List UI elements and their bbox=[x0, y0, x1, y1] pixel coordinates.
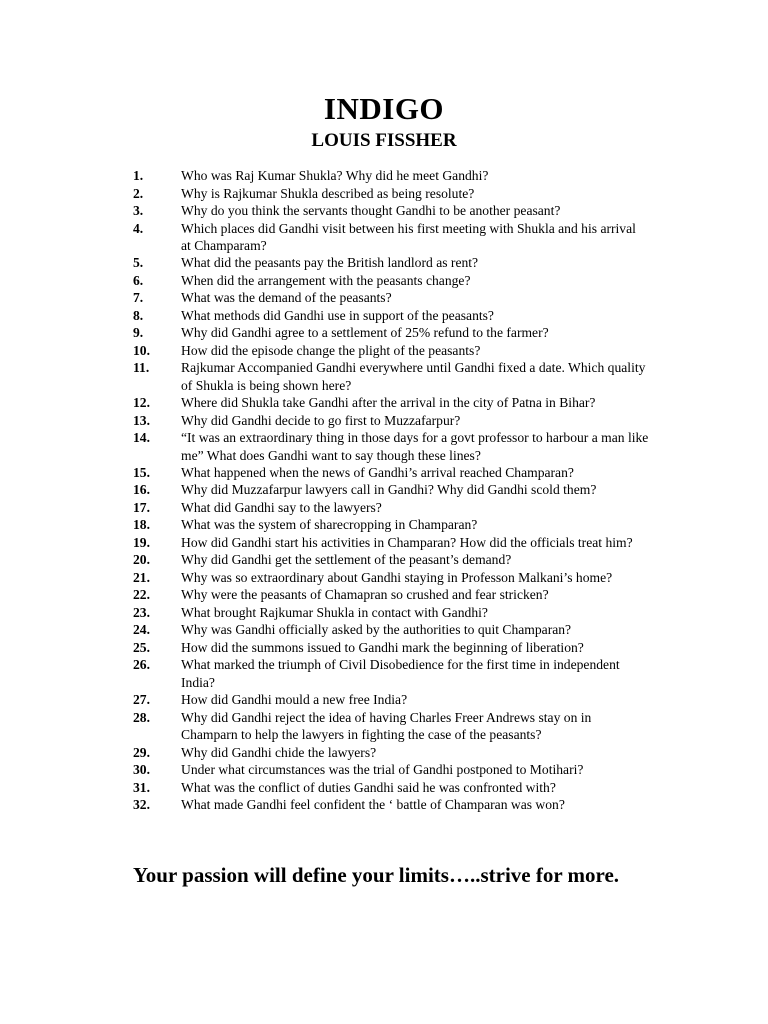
question-number: 30. bbox=[133, 762, 150, 778]
question-item bbox=[0, 796, 768, 814]
question-number: 7. bbox=[133, 290, 144, 306]
question-text: When did the arrangement with the peasants change? bbox=[181, 272, 471, 288]
question-number: 27. bbox=[133, 692, 150, 708]
question-number: 5. bbox=[133, 255, 144, 271]
motto-line: Your passion will define your limits…..strive for more. bbox=[132, 863, 620, 887]
question-text: Why did Gandhi agree to a settlement of 25% refund to the farmer? bbox=[181, 325, 549, 341]
question-number: 24. bbox=[133, 622, 150, 638]
question-item bbox=[0, 324, 768, 342]
question-item bbox=[0, 761, 768, 779]
question-number: 15. bbox=[133, 464, 150, 480]
question-number: 21. bbox=[133, 569, 150, 585]
question-text: Why did Gandhi decide to go first to Muzzafarpur? bbox=[181, 412, 461, 428]
question-text: Why did Gandhi get the settlement of the peasant’s demand? bbox=[181, 552, 512, 568]
question-number: 31. bbox=[133, 779, 150, 795]
question-number: 13. bbox=[133, 412, 150, 428]
question-number: 3. bbox=[133, 203, 144, 218]
question-item bbox=[0, 639, 768, 657]
question-number: 29. bbox=[133, 744, 150, 760]
question-number: 8. bbox=[133, 307, 144, 323]
question-text: What was the conflict of duties Gandhi said he was confronted with? bbox=[181, 779, 556, 795]
question-number: 2. bbox=[133, 185, 144, 201]
question-text: What methods did Gandhi use in support of the peasants? bbox=[181, 307, 494, 323]
question-number: 6. bbox=[133, 272, 144, 288]
question-item bbox=[0, 551, 768, 569]
question-item bbox=[0, 307, 768, 325]
question-text: Why is Rajkumar Shukla described as being resolute? bbox=[181, 185, 475, 201]
question-text: How did Gandhi start his activities in Champaran? How did the officials treat him? bbox=[181, 534, 633, 550]
question-number: 4. bbox=[133, 220, 144, 236]
question-text: How did the episode change the plight of the peasants? bbox=[181, 342, 481, 358]
question-text: Why did Gandhi chide the lawyers? bbox=[181, 744, 377, 760]
question-text: What happened when the news of Gandhi’s arrival reached Champaran? bbox=[181, 464, 574, 480]
question-text: Rajkumar Accompanied Gandhi everywhere until Gandhi fixed a date. Which quality of Shukla is being shown here? bbox=[181, 360, 646, 393]
question-number: 9. bbox=[133, 325, 144, 341]
question-text: What marked the triumph of Civil Disobedience for the first time in independent India? bbox=[181, 657, 620, 690]
question-item bbox=[0, 254, 768, 272]
question-text: Under what circumstances was the trial of Gandhi postponed to Motihari? bbox=[181, 762, 584, 778]
question-text: “It was an extraordinary thing in those days for a govt professor to harbour a man like me” What does Gandhi want to say though these lines? bbox=[181, 430, 649, 463]
question-item bbox=[0, 691, 768, 709]
question-text: What was the system of sharecropping in Champaran? bbox=[181, 517, 478, 533]
question-text: What did Gandhi say to the lawyers? bbox=[181, 499, 382, 515]
question-text: Who was Raj Kumar Shukla? Why did he meet Gandhi? bbox=[181, 168, 489, 183]
question-text: Where did Shukla take Gandhi after the arrival in the city of Patna in Bihar? bbox=[181, 395, 596, 411]
question-item bbox=[0, 586, 768, 604]
question-number: 17. bbox=[133, 499, 150, 515]
question-number: 12. bbox=[133, 395, 150, 411]
question-number: 11. bbox=[133, 360, 150, 376]
question-number: 20. bbox=[133, 552, 150, 568]
question-number: 1. bbox=[133, 168, 144, 183]
question-text: Why did Muzzafarpur lawyers call in Gandhi? Why did Gandhi scold them? bbox=[181, 482, 597, 498]
question-text: What did the peasants pay the British landlord as rent? bbox=[181, 255, 479, 271]
question-number: 25. bbox=[133, 639, 150, 655]
question-item bbox=[0, 744, 768, 762]
question-number: 10. bbox=[133, 342, 150, 358]
question-number: 32. bbox=[133, 797, 150, 813]
question-number: 26. bbox=[133, 657, 150, 673]
question-item bbox=[0, 779, 768, 797]
question-item bbox=[0, 394, 768, 412]
question-item bbox=[0, 569, 768, 587]
question-text: Why were the peasants of Chamapran so crushed and fear stricken? bbox=[181, 587, 549, 603]
question-text: How did Gandhi mould a new free India? bbox=[181, 692, 408, 708]
question-item bbox=[0, 185, 768, 203]
question-item bbox=[0, 604, 768, 622]
question-text: Why do you think the servants thought Gandhi to be another peasant? bbox=[181, 203, 561, 218]
question-item bbox=[0, 220, 768, 255]
question-item bbox=[0, 481, 768, 499]
question-number: 22. bbox=[133, 587, 150, 603]
question-number: 23. bbox=[133, 604, 150, 620]
question-number: 28. bbox=[133, 709, 150, 725]
question-number: 14. bbox=[133, 430, 150, 446]
question-item bbox=[0, 289, 768, 307]
question-text: What brought Rajkumar Shukla in contact with Gandhi? bbox=[181, 604, 488, 620]
question-item bbox=[0, 272, 768, 290]
question-item bbox=[0, 621, 768, 639]
question-text: What made Gandhi feel confident the ‘ battle of Champaran was won? bbox=[181, 797, 565, 813]
question-text: Why was Gandhi officially asked by the authorities to quit Champaran? bbox=[181, 622, 572, 638]
question-item bbox=[0, 202, 768, 220]
question-number: 19. bbox=[133, 534, 150, 550]
question-item bbox=[0, 516, 768, 534]
question-item bbox=[0, 534, 768, 552]
question-item bbox=[0, 359, 768, 394]
document-author: LOUIS FISSHER bbox=[311, 130, 457, 151]
question-item bbox=[0, 429, 768, 464]
question-item bbox=[0, 499, 768, 517]
question-number: 18. bbox=[133, 517, 150, 533]
question-text: How did the summons issued to Gandhi mark the beginning of liberation? bbox=[181, 639, 584, 655]
question-item bbox=[0, 709, 768, 744]
question-item bbox=[0, 464, 768, 482]
question-item bbox=[0, 656, 768, 691]
question-item bbox=[0, 167, 768, 185]
question-text: Why did Gandhi reject the idea of having Charles Freer Andrews stay on in Champarn to help the lawyers in fighting the case of the peasants? bbox=[181, 709, 592, 743]
question-number: 16. bbox=[133, 482, 150, 498]
question-item bbox=[0, 412, 768, 430]
document-title: INDIGO bbox=[323, 91, 445, 126]
question-list bbox=[0, 167, 768, 814]
question-item bbox=[0, 342, 768, 360]
question-text: Which places did Gandhi visit between his first meeting with Shukla and his arrival at Champaram? bbox=[181, 220, 636, 253]
question-text: Why was so extraordinary about Gandhi staying in Professon Malkani’s home? bbox=[181, 569, 613, 585]
question-text: What was the demand of the peasants? bbox=[181, 290, 392, 306]
